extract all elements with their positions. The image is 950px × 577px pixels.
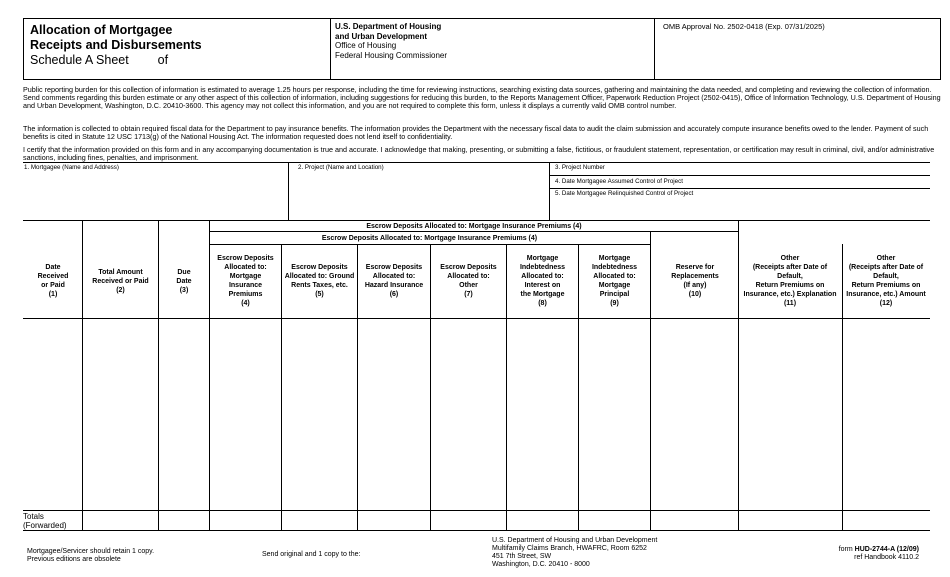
divider xyxy=(288,162,289,220)
dept-line2: and Urban Development xyxy=(335,31,428,41)
mortgagee-label: 1. Mortgagee (Name and Address) xyxy=(24,164,119,171)
purpose-statement: The information is collected to obtain required fiscal data for the Department to pay insurance benefits. The information provides the Department with the necessary fiscal data to audit the claim submission and accurately compute insurance benefits owed to the lender. Payment of such benefits is cited in Statute 12 USC 1713(g) of the National Housing Act. The information requested does not lend itself to confidentiality. xyxy=(23,124,929,141)
burden-statement: Public reporting burden for this collection of information is estimated to average 1.25 hours per response, including the time for reviewing instructions, searching existing data sources, gathering and maintaining the data needed, and completing and reviewing the collection of information. Send comments regarding this burden estimate or any other aspect of this collection of information, including suggestions for reducing this burden, to the Reports Management Officer, Paperwork Reduction Project (2502-0415), Office of Information Technology, U.S. Department of Housing and Urban Development, Washington, D.C. 20410-3600. This agency may not collect this information, and you are not required to complete this form, unless it displays a currently valid OMB control number. xyxy=(23,85,941,110)
of-label: of xyxy=(157,53,169,67)
project-number-field[interactable] xyxy=(555,164,930,174)
commissioner-name: Federal Housing Commissioner xyxy=(335,50,448,60)
divider xyxy=(23,530,930,531)
mailing-address xyxy=(492,537,657,569)
office-name: Office of Housing xyxy=(335,41,397,50)
col-header-10: Reserve for Replacements (If any) (10) xyxy=(671,264,719,298)
relinquished-control-field[interactable] xyxy=(555,190,930,200)
form-title: Allocation of Mortgagee Receipts and Disbursements xyxy=(30,23,202,52)
divider xyxy=(209,231,739,232)
agency-block xyxy=(331,19,655,79)
divider xyxy=(549,175,930,176)
divider xyxy=(549,162,550,220)
send-instructions: Send original and 1 copy to the: xyxy=(262,551,361,558)
project-number-label: 3. Project Number xyxy=(555,164,605,171)
form-id: HUD-2744-A (12/09) xyxy=(854,546,919,553)
col-header-8: Mortgage Indebtedness Allocated to: Interest on the Mortgage (8) xyxy=(519,255,566,307)
project-label: 2. Project (Name and Location) xyxy=(298,164,384,171)
col-header-9: Mortgage Indebtedness Allocated to: Mortgage Principal (9) xyxy=(591,255,638,307)
col-header-3: Due Date (3) xyxy=(176,268,192,294)
mortgagee-field[interactable] xyxy=(24,164,286,219)
address-line4: Washington, D.C. 20410 - 8000 xyxy=(492,561,590,568)
form-id-line xyxy=(839,546,919,554)
retain-notice: Mortgagee/Servicer should retain 1 copy. xyxy=(27,548,155,555)
col-header-1: Date Received or Paid (1) xyxy=(37,264,69,298)
col-header-12: Other (Receipts after Date of Default, Return Premiums on Insurance, etc.) Amount (12) xyxy=(846,255,926,307)
project-field[interactable] xyxy=(298,164,547,219)
address-line3: 451 7th Street, SW xyxy=(492,553,552,560)
col-header-7: Escrow Deposits Allocated to: Other (7) xyxy=(440,264,497,298)
address-line1: U.S. Department of Housing and Urban Development xyxy=(492,537,658,544)
col-header-2: Total Amount Received or Paid (2) xyxy=(92,268,149,294)
form-prefix: form xyxy=(838,546,855,553)
dept-line1: U.S. Department of Housing xyxy=(335,22,442,31)
divider xyxy=(23,162,930,163)
totals-label: Totals (Forwarded) xyxy=(23,512,67,530)
group-header-outer: Escrow Deposits Allocated to: Mortgage Insurance Premiums (4) xyxy=(366,222,582,230)
col-header-11: Other (Receipts after Date of Default, Return Premiums on Insurance, etc.) Explanation (11) xyxy=(743,255,837,307)
certification-statement: I certify that the information provided on this form and in any accompanying documentation is true and accurate. I acknowledge that making, presenting, or submitting a false, fictitious, or fraudulent statement, representation, or certification may result in criminal, civil, and/or administrative sanctions, including fines, penalties, and imprisonment. xyxy=(23,145,935,162)
schedule-line xyxy=(30,53,324,68)
divider xyxy=(549,188,930,189)
form-header xyxy=(23,18,941,80)
divider xyxy=(23,510,930,511)
assumed-control-field[interactable] xyxy=(555,178,930,188)
assumed-control-label: 4. Date Mortgagee Assumed Control of Project xyxy=(555,178,683,185)
omb-approval: OMB Approval No. 2502-0418 (Exp. 07/31/2025) xyxy=(663,22,825,31)
obsolete-notice: Previous editions are obsolete xyxy=(27,556,121,563)
table-body[interactable] xyxy=(23,319,930,510)
form-id-block xyxy=(839,546,919,562)
relinquished-control-label: 5. Date Mortgagee Relinquished Control of Project xyxy=(555,190,694,197)
col-header-4: Escrow Deposits Allocated to: Mortgage Insurance Premiums (4) xyxy=(217,255,274,307)
col-header-5: Escrow Deposits Allocated to: Ground Rents Taxes, etc. (5) xyxy=(284,264,355,298)
group-header-inner: Escrow Deposits Allocated to: Mortgage Insurance Premiums (4) xyxy=(321,234,538,242)
address-line2: Multifamily Claims Branch, HWAFRC, Room 6252 xyxy=(492,545,647,552)
form-title-block xyxy=(24,19,331,79)
col-header-6: Escrow Deposits Allocated to: Hazard Insurance (6) xyxy=(364,264,424,298)
schedule-label: Schedule A Sheet xyxy=(30,53,129,67)
handbook-ref: ref Handbook 4110.2 xyxy=(854,554,919,561)
